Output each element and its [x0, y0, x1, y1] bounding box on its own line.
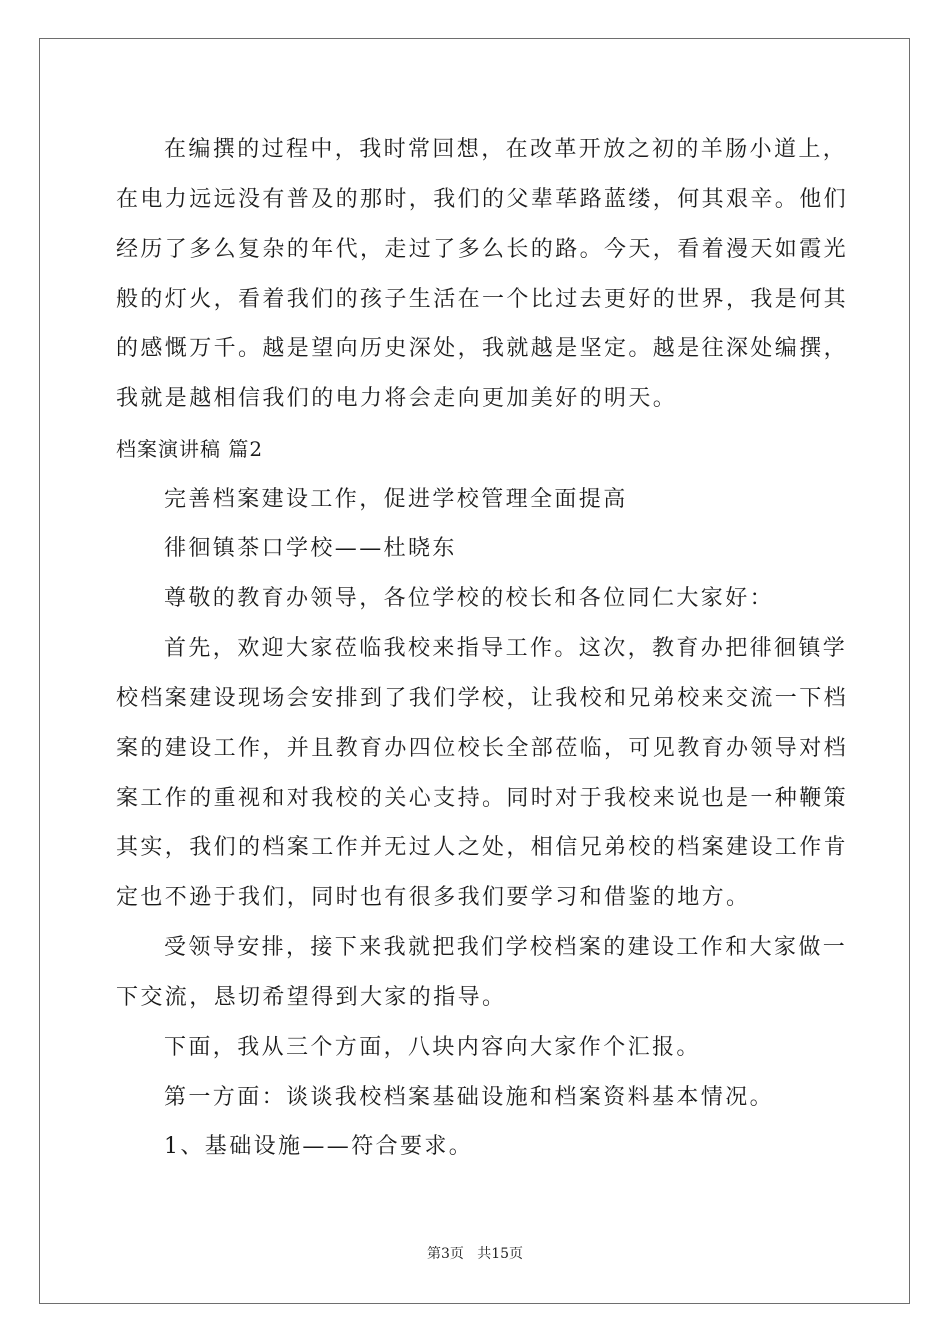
paragraph-line: 受领导安排，接下来我就把我们学校档案的建设工作和大家做一: [164, 935, 848, 960]
paragraph-line: 案的建设工作，并且教育办四位校长全部莅临，可见教育办领导对档: [116, 736, 849, 761]
speech-title: 完善档案建设工作，促进学校管理全面提高: [164, 487, 628, 512]
paragraph-line: 其实，我们的档案工作并无过人之处，相信兄弟校的档案建设工作肯: [116, 835, 849, 860]
paragraph-line: 在电力远远没有普及的那时，我们的父辈荜路蓝缕，何其艰辛。他们: [116, 187, 849, 212]
list-item: 1、基础设施——符合要求。: [164, 1134, 474, 1159]
paragraph-line: 我就是越相信我们的电力将会走向更加美好的明天。: [116, 386, 678, 411]
paragraph-line: 在编撰的过程中，我时常回想，在改革开放之初的羊肠小道上，: [164, 137, 848, 162]
paragraph-line: 首先，欢迎大家莅临我校来指导工作。这次，教育办把徘徊镇学: [164, 636, 848, 661]
paragraph-line: 第一方面：谈谈我校档案基础设施和档案资料基本情况。: [164, 1085, 775, 1110]
speech-author: 徘徊镇茶口学校——杜晓东: [164, 536, 457, 561]
section-heading: 档案演讲稿 篇2: [116, 437, 264, 461]
paragraph-line: 下面，我从三个方面，八块内容向大家作个汇报。: [164, 1035, 701, 1060]
paragraph-line: 尊敬的教育办领导，各位学校的校长和各位同仁大家好：: [164, 586, 775, 611]
paragraph-line: 案工作的重视和对我校的关心支持。同时对于我校来说也是一种鞭策: [116, 786, 849, 811]
page-border: [39, 38, 910, 1304]
paragraph-line: 校档案建设现场会安排到了我们学校，让我校和兄弟校来交流一下档: [116, 686, 849, 711]
paragraph-line: 定也不逊于我们，同时也有很多我们要学习和借鉴的地方。: [116, 885, 751, 910]
page-number: 第3页 共15页: [426, 1246, 524, 1262]
paragraph-line: 的感慨万千。越是望向历史深处，我就越是坚定。越是往深处编撰，: [116, 336, 849, 361]
paragraph-line: 下交流，恳切希望得到大家的指导。: [116, 985, 507, 1010]
paragraph-line: 经历了多么复杂的年代，走过了多么长的路。今天，看着漫天如霞光: [116, 237, 849, 262]
paragraph-line: 般的灯火，看着我们的孩子生活在一个比过去更好的世界，我是何其: [116, 287, 849, 312]
